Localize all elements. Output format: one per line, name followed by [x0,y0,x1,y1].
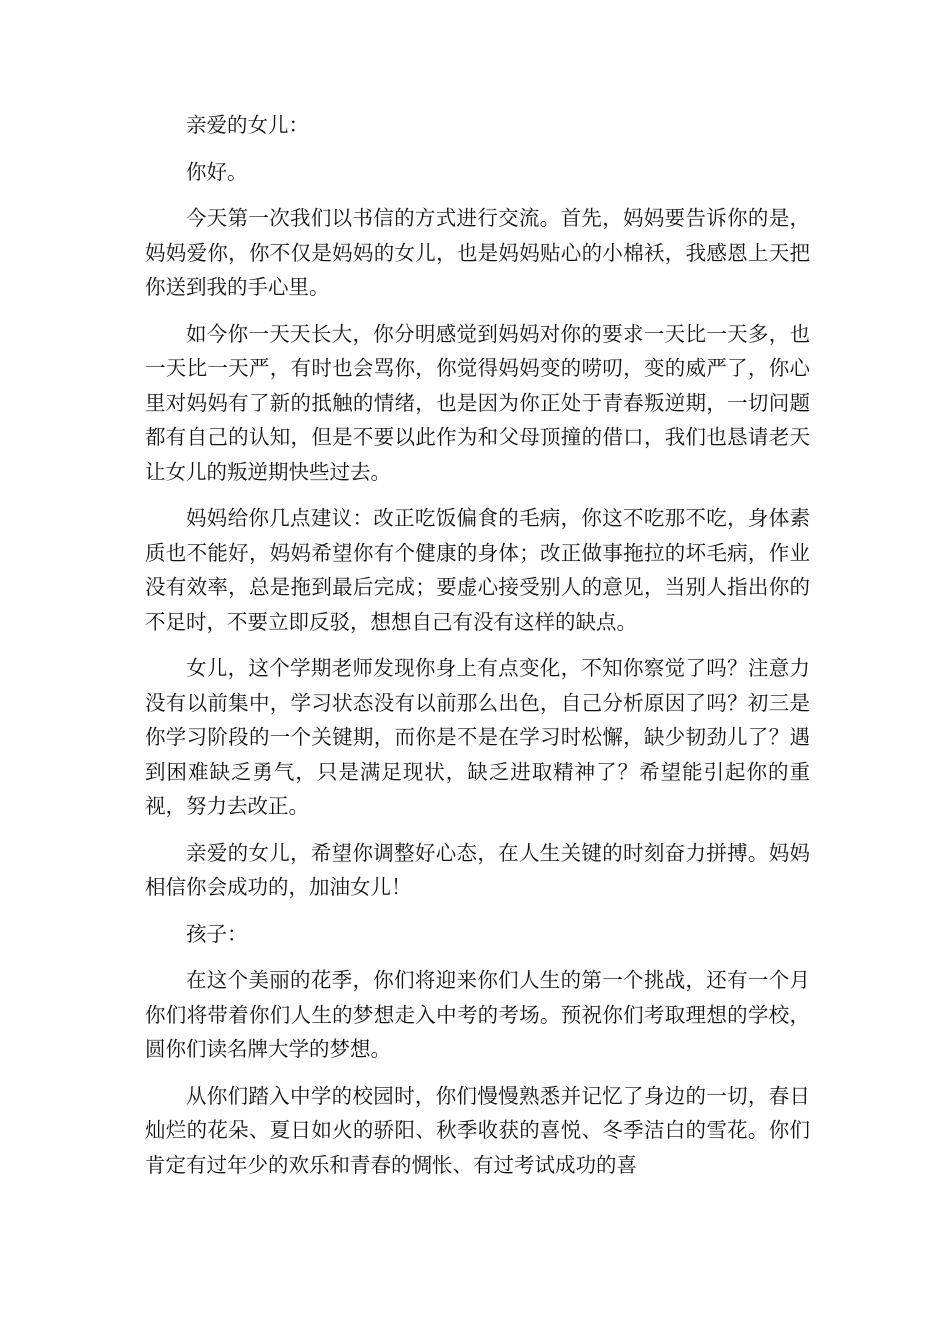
letter-body [145,108,810,1194]
greeting: 你好。 [186,159,248,184]
paragraph-suggestions: 妈妈给你几点建议：改正吃饭偏食的毛病，你这不吃那不吃，身体素质也不能好，妈妈希望你有个健康的身体；改正做事拖拉的坏毛病，作业没有效率，总是拖到最后完成；要虚心接受别人的意见，当别人指出你的不足时，不要立即反驳，想想自己有没有这样的缺点。 [145,506,810,634]
paragraph-school-memories: 从你们踏入中学的校园时，你们慢慢熟悉并记忆了身边的一切，春日灿烂的花朵、夏日如火的骄阳、秋季收获的喜悦、冬季洁白的雪花。你们肯定有过年少的欢乐和青春的惆怅、有过考试成功的喜 [145,1083,810,1177]
salutation-daughter: 亲爱的女儿： [186,113,309,137]
paragraph-encouragement: 亲爱的女儿，希望你调整好心态，在人生关键的时刻奋力拼搏。妈妈相信你会成功的，加油女儿！ [145,840,810,899]
paragraph-intro: 今天第一次我们以书信的方式进行交流。首先，妈妈要告诉你的是，妈妈爱你，你不仅是妈妈的女儿，也是妈妈贴心的小棉袄，我感恩上天把你送到我的手心里。 [145,206,810,299]
paragraph-exam-challenge: 在这个美丽的花季，你们将迎来你们人生的第一个挑战，还有一个月你们将带着你们人生的梦想走入中考的考场。预祝你们考取理想的学校，圆你们读名牌大学的梦想。 [145,968,810,1061]
paragraph-growing-up: 如今你一天天长大，你分明感觉到妈妈对你的要求一天比一天多，也一天比一天严，有时也会骂你，你觉得妈妈变的唠叨，变的威严了，你心里对妈妈有了新的抵触的情绪，也是因为你正处于青春叛逆期，一切问题都有自己的认知，但是不要以此作为和父母顶撞的借口，我们也恳请老天让女儿的叛逆期快些过去。 [145,321,810,484]
salutation-child: 孩子： [186,921,248,946]
paragraph-teacher-observation: 女儿，这个学期老师发现你身上有点变化，不知你察觉了吗？注意力没有以前集中，学习状态没有以前那么出色，自己分析原因了吗？初三是你学习阶段的一个关键期，而你是不是在学习时松懈，缺少韧劲儿了？遇到困难缺乏勇气，只是满足现状，缺乏进取精神了？希望能引起你的重视，努力去改正。 [145,656,810,818]
